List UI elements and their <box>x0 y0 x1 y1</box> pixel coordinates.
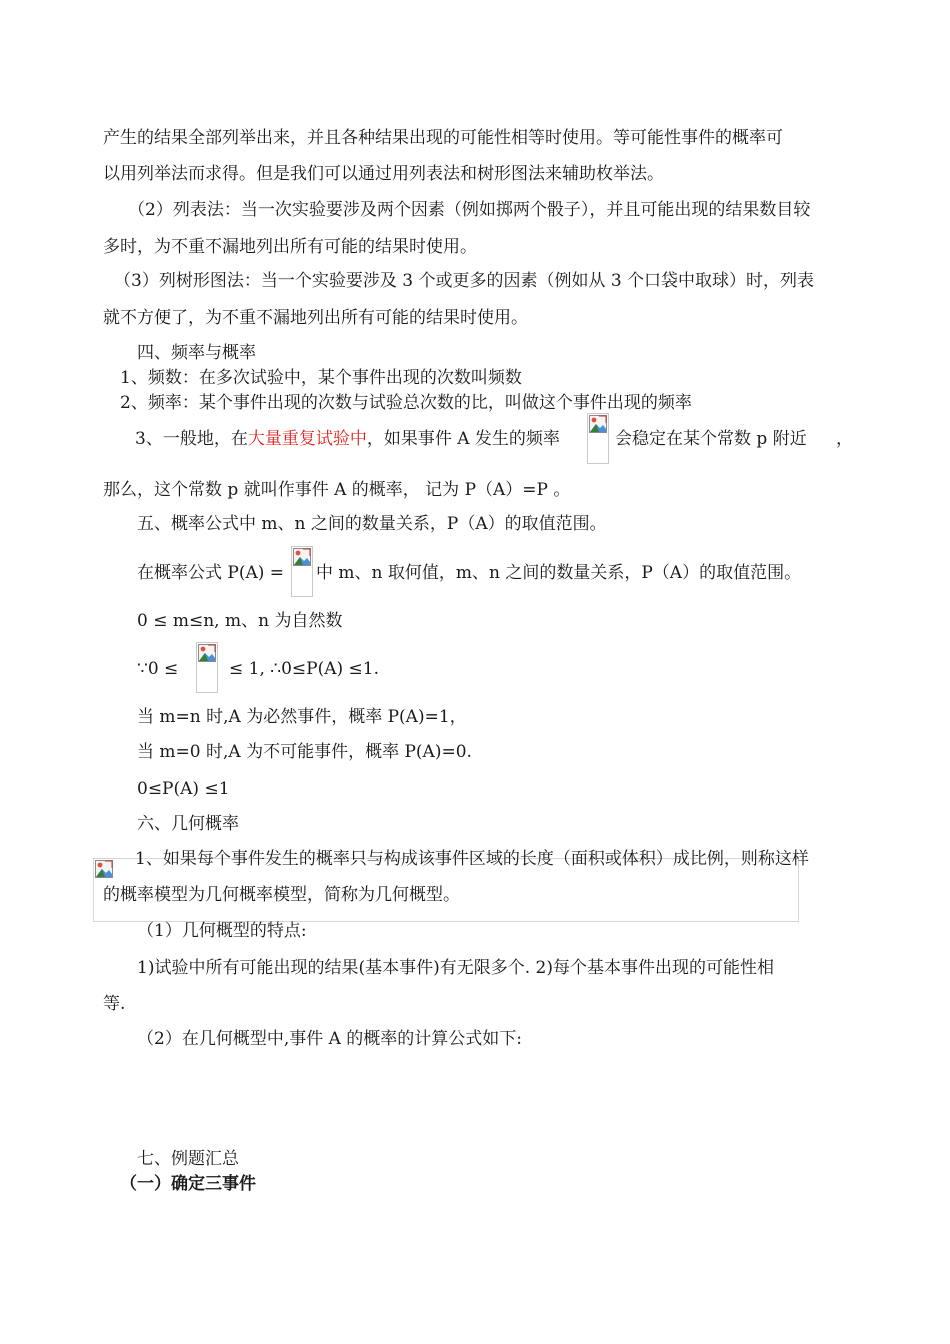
formula-image-probability <box>291 546 313 597</box>
paragraph-line: 当 m=0 时,A 为不可能事件，概率 P(A)=0. <box>137 742 472 762</box>
paragraph-line: 那么，这个常数 p 就叫作事件 A 的概率， 记为 P（A）=P 。 <box>103 480 571 500</box>
paragraph-line: ≤ 1, ∴0≤P(A) ≤1. <box>229 659 379 679</box>
paragraph-line: 1、如果每个事件发生的概率只与构成该事件区域的长度（面积或体积）成比例，则称这样 <box>135 849 809 869</box>
paragraph-line: 1、频数：在多次试验中，某个事件出现的次数叫频数 <box>120 368 522 388</box>
paragraph-line <box>135 428 560 450</box>
broken-image-icon <box>95 860 113 878</box>
paragraph-line: 0 ≤ m≤n, m、n 为自然数 <box>137 611 343 631</box>
broken-image-icon <box>293 548 311 566</box>
section-heading: 六、几何概率 <box>137 814 239 834</box>
paragraph-line: 中 m、n 取何值，m、n 之间的数量关系，P（A）的取值范围。 <box>316 563 802 583</box>
section-heading: 五、概率公式中 m、n 之间的数量关系，P（A）的取值范围。 <box>137 514 607 534</box>
section-heading: 四、频率与概率 <box>137 343 256 363</box>
paragraph-line: 2、频率：某个事件出现的次数与试验总次数的比，叫做这个事件出现的频率 <box>120 393 692 413</box>
paragraph-line: 等. <box>103 994 126 1014</box>
paragraph-line: 0≤P(A) ≤1 <box>137 779 230 799</box>
paragraph-line: 1)试验中所有可能出现的结果(基本事件)有无限多个. 2)每个基本事件出现的可能性相 <box>137 958 774 978</box>
paragraph-line: （2）在几何概型中,事件 A 的概率的计算公式如下: <box>137 1029 523 1049</box>
paragraph-line: 产生的结果全部列举出来，并且各种结果出现的可能性相等时使用。等可能性事件的概率可 <box>103 128 783 148</box>
paragraph-line: 以用列举法而求得。但是我们可以通过用列表法和树形图法来辅助枚举法。 <box>103 164 664 184</box>
paragraph-line: （3）列树形图法：当一个实验要涉及 3 个或更多的因素（例如从 3 个口袋中取球）时，列表 <box>114 271 815 291</box>
punctuation: ， <box>836 429 853 449</box>
paragraph-line: 多时，为不重不漏地列出所有可能的结果时使用。 <box>103 237 477 257</box>
text-segment: 3、一般地，在 <box>135 429 248 449</box>
text-segment: ，如果事件 A 发生的频率 <box>366 429 560 449</box>
paragraph-line: （1）几何概型的特点: <box>137 921 307 941</box>
subsection-heading: （一）确定三事件 <box>120 1174 256 1194</box>
paragraph-line: ∵0 ≤ <box>137 659 179 679</box>
broken-image-icon <box>198 644 216 662</box>
paragraph-line: 当 m=n 时,A 为必然事件，概率 P(A)=1， <box>137 707 467 727</box>
paragraph-line: 就不方便了，为不重不漏地列出所有可能的结果时使用。 <box>103 308 528 328</box>
paragraph-line: 在概率公式 P(A) = <box>137 563 285 583</box>
formula-image-ratio <box>196 642 218 693</box>
broken-image-icon <box>589 415 607 433</box>
paragraph-line: 会稳定在某个常数 p 附近 <box>615 429 807 449</box>
highlighted-text: 大量重复试验中 <box>247 429 367 449</box>
paragraph-line: （2）列表法：当一次实验要涉及两个因素（例如掷两个骰子），并且可能出现的结果数目较 <box>128 200 811 220</box>
paragraph-line: 的概率模型为几何概率模型，简称为几何概型。 <box>103 885 460 905</box>
formula-image-frequency <box>587 413 609 464</box>
section-heading: 七、例题汇总 <box>137 1149 239 1169</box>
